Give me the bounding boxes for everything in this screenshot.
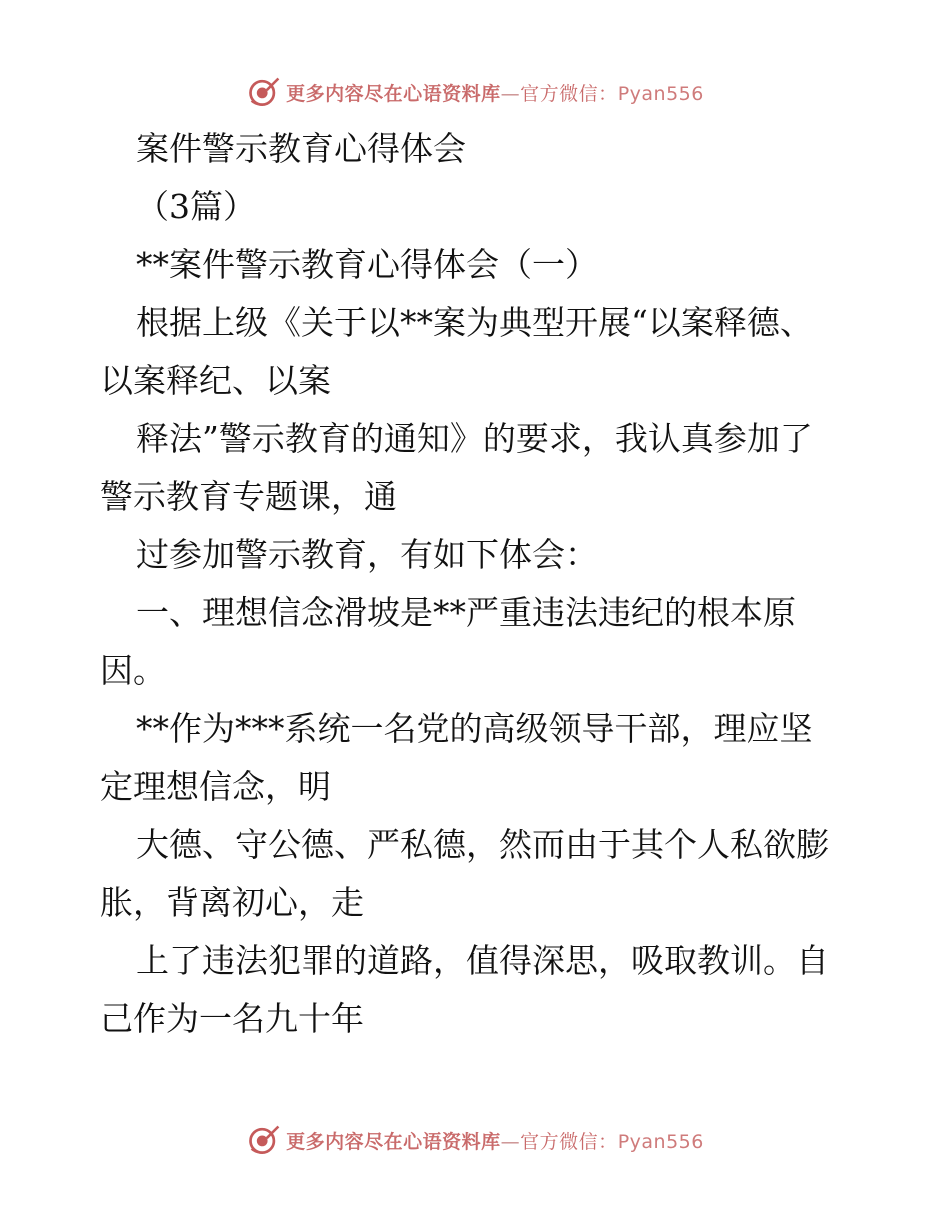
paragraph-line: **作为***系统一名党的高级领导干部，理应坚 — [136, 709, 813, 748]
paragraph-line: 定理想信念，明 — [100, 767, 331, 806]
header-watermark-text — [286, 79, 704, 106]
paragraph-line: 因。 — [100, 651, 166, 690]
footer-watermark-banner — [0, 1120, 950, 1160]
paragraph-line: 上了违法犯罪的道路，值得深思，吸取教训。自 — [136, 941, 829, 980]
document-subtitle: （3篇） — [136, 187, 256, 226]
header-watermark-banner — [0, 72, 950, 112]
paragraph-line: 警示教育专题课，通 — [100, 477, 397, 516]
document-body — [100, 120, 860, 1048]
pen-logo-icon — [246, 1122, 282, 1158]
paragraph-line: 释法”警示教育的通知》的要求，我认真参加了 — [136, 419, 813, 458]
paragraph-line: 以案释纪、以案 — [100, 361, 331, 400]
pen-logo-icon — [246, 74, 282, 110]
banner-wechat-id: Pyan556 — [617, 82, 704, 105]
paragraph-line: 己作为一名九十年 — [100, 999, 364, 1038]
banner-wechat-label: 官方微信： — [520, 1130, 618, 1153]
section-heading: **案件警示教育心得体会（一） — [136, 245, 598, 284]
document-title: 案件警示教育心得体会 — [136, 129, 466, 168]
paragraph-line: 大德、守公德、严私德，然而由于其个人私欲膨 — [136, 825, 829, 864]
paragraph-line: 胀，背离初心，走 — [100, 883, 364, 922]
paragraph-line: 根据上级《关于以**案为典型开展“以案释德、 — [136, 303, 813, 342]
footer-watermark-text — [286, 1127, 704, 1154]
banner-slogan: 更多内容尽在心语资料库 — [286, 1130, 501, 1153]
banner-dash: — — [500, 82, 521, 105]
banner-wechat-label: 官方微信： — [520, 82, 618, 105]
banner-slogan: 更多内容尽在心语资料库 — [286, 82, 501, 105]
paragraph-line: 过参加警示教育，有如下体会： — [136, 535, 598, 574]
point-heading: 一、理想信念滑坡是**严重违法违纪的根本原 — [136, 593, 796, 632]
banner-dash: — — [500, 1130, 521, 1153]
banner-wechat-id: Pyan556 — [617, 1130, 704, 1153]
